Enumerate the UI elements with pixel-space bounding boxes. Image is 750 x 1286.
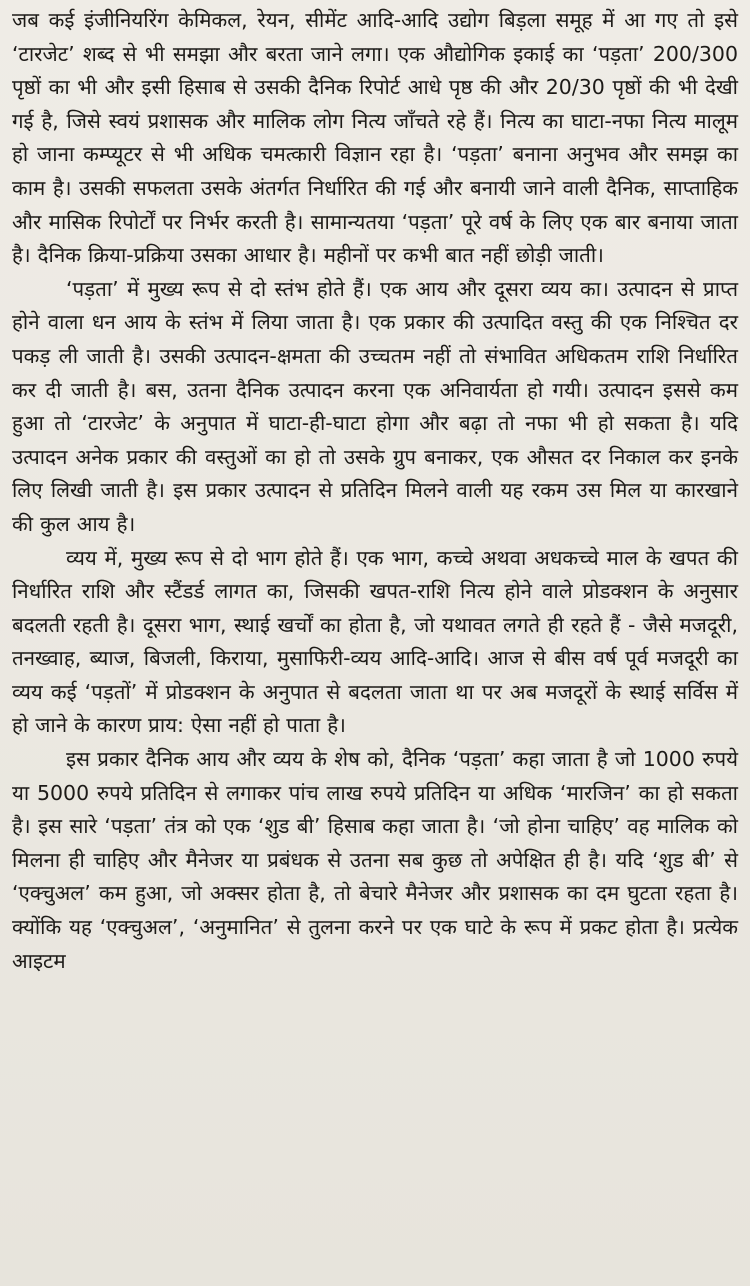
paragraph-2: ‘पड़ता’ में मुख्य रूप से दो स्तंभ होते हैं। एक आय और दूसरा व्यय का। उत्पादन से प्राप्त होने वाला धन आय के स्तंभ में लिया जाता है। एक प्रकार की उत्पादित वस्तु की एक निश्चित दर पकड़ ली जाती है। उसकी उत्पादन-क्षमता की उच्चतम नहीं तो संभावित अधिकतम राशि निर्धारित कर दी जाती है। बस, उतना दैनिक उत्पादन करना एक अनिवार्यता हो गयी। उत्पादन इससे कम हुआ तो ‘टारजेट’ के अनुपात में घाटा-ही-घाटा होगा और बढ़ा तो नफा भी हो सकता है। यदि उत्पादन अनेक प्रकार की वस्तुओं का हो तो उसके ग्रुप बनाकर, एक औसत दर निकाल कर इनके लिए लिखी जाती है। इस प्रकार उत्पादन से प्रतिदिन मिलने वाली यह रकम उस मिल या कारखाने की कुल आय है। [12,276,738,536]
paragraph-3: व्यय में, मुख्य रूप से दो भाग होते हैं। एक भाग, कच्चे अथवा अधकच्चे माल के खपत की निर्धारित राशि और स्टैंडर्ड लागत का, जिसकी खपत-राशि नित्य होने वाले प्रोडक्शन के अनुसार बदलती रहती है। दूसरा भाग, स्थाई खर्चों का होता है, जो यथावत लगते ही रहते हैं - जैसे मजदूरी, तनख्वाह, ब्याज, बिजली, किराया, मुसाफिरी-व्यय आदि-आदि। आज से बीस वर्ष पूर्व मजदूरी का व्यय कई ‘पड़तों’ में प्रोडक्शन के अनुपात से बदलता जाता था पर अब मजदूरों के स्थाई सर्विस में हो जाने के कारण प्राय: ऐसा नहीं हो पाता है। [12,545,738,738]
paragraph-4: इस प्रकार दैनिक आय और व्यय के शेष को, दैनिक ‘पड़ता’ कहा जाता है जो 1000 रुपये या 5000 रुपये प्रतिदिन से लगाकर पांच लाख रुपये प्रतिदिन या अधिक ‘मारजिन’ का हो सकता है। इस सारे ‘पड़ता’ तंत्र को एक ‘शुड बी’ हिसाब कहा जाता है। ‘जो होना चाहिए’ वह मालिक को मिलना ही चाहिए और मैनेजर या प्रबंधक से उतना सब कुछ तो अपेक्षित ही है। यदि ‘शुड बी’ से ‘एक्चुअल’ कम हुआ, जो अक्सर होता है, तो बेचारे मैनेजर और प्रशासक का दम घुटता रहता है। क्योंकि यह ‘एक्चुअल’, ‘अनुमानित’ से तुलना करने पर एक घाटे के रूप में प्रकट होता है। प्रत्येक आइटम [12,747,738,973]
paragraph-1: जब कई इंजीनियरिंग केमिकल, रेयन, सीमेंट आदि-आदि उद्योग बिड़ला समूह में आ गए तो इसे ‘टारजेट’ शब्द से भी समझा और बरता जाने लगा। एक औद्योगिक इकाई का ‘पड़ता’ 200/300 पृष्ठों का भी और इसी हिसाब से उसकी दैनिक रिपोर्ट आधे पृष्ठ की और 20/30 पृष्ठों की भी देखी गई है, जिसे स्वयं प्रशासक और मालिक लोग नित्य जाँचते रहे हैं। नित्य का घाटा-नफा नित्य मालूम हो जाना कम्प्यूटर से भी अधिक चमत्कारी विज्ञान रहा है। ‘पड़ता’ बनाना अनुभव और समझ का काम है। उसकी सफलता उसके अंतर्गत निर्धारित की गई और बनायी जाने वाली दैनिक, साप्ताहिक और मासिक रिपोर्टों पर निर्भर करती है। सामान्यतया ‘पड़ता’ पूरे वर्ष के लिए एक बार बनाया जाता है। दैनिक क्रिया-प्रक्रिया उसका आधार है। महीनों पर कभी बात नहीं छोड़ी जाती। [12,8,738,268]
